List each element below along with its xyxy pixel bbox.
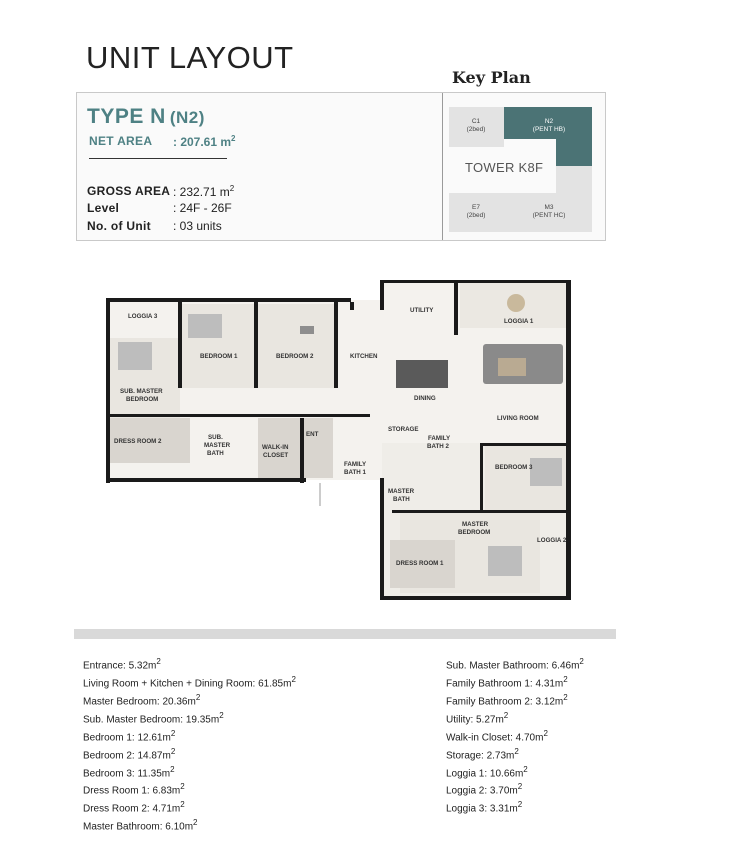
coffee-table: [498, 358, 526, 376]
level-value: : 24F - 26F: [173, 201, 232, 215]
left-area-item: Bedroom 3: $11.35m^2$: [83, 764, 175, 779]
keyplan-tower-label: TOWER K8F: [465, 160, 544, 175]
label-bedroom-3: BEDROOM 3: [495, 464, 533, 471]
units-value: : 03 units: [173, 219, 222, 233]
left-area-item: Master Bathroom: $6.10m^2$: [83, 818, 198, 833]
label-bedroom-1: BEDROOM 1: [200, 353, 238, 360]
label-dress-room-2: DRESS ROOM 2: [114, 438, 162, 445]
unit-type-label: TYPE N: [87, 105, 166, 128]
keyplan-label-n2: N2 (PENT HB): [532, 118, 566, 133]
gross-area-value: : 232.71 $m^2$: [173, 184, 235, 199]
divider: [89, 158, 227, 159]
label-sub-bath: BATH: [207, 450, 224, 457]
net-area-value: : 207.61 $m^2$: [173, 134, 236, 149]
keyplan-label-e7: E7 (2bed): [466, 204, 486, 219]
label-storage: STORAGE: [388, 426, 419, 433]
right-area-item: Loggia 3: $3.31m^2$: [446, 800, 523, 815]
left-area-item: Bedroom 2: $14.87m^2$: [83, 746, 176, 761]
gross-area-label: GROSS AREA: [87, 184, 171, 198]
keyplan-label-c1: C1 (2bed): [466, 118, 486, 133]
label-bath-1: BATH 1: [344, 469, 366, 476]
label-master-bath-2: BATH: [393, 496, 410, 503]
bed-submaster: [118, 342, 152, 370]
left-area-item: Entrance: $5.32m^2$: [83, 657, 161, 672]
label-dining: DINING: [414, 395, 436, 402]
label-loggia-2: LOGGIA 2: [537, 537, 567, 544]
right-area-item: Family Bathroom 1: $4.31m^2$: [446, 674, 568, 690]
left-area-item: Sub. Master Bedroom: $19.35m^2$: [83, 710, 224, 726]
label-sub: SUB.: [208, 434, 223, 441]
label-sub-master: SUB. MASTER: [120, 388, 163, 395]
loggia-table: [507, 294, 525, 312]
left-area-item: Dress Room 2: $4.71m^2$: [83, 800, 185, 815]
label-utility: UTILITY: [410, 307, 434, 314]
bed3: [530, 458, 562, 486]
bed1: [188, 314, 222, 338]
right-area-item: Loggia 2: $3.70m^2$: [446, 782, 523, 797]
label-kitchen: KITCHEN: [350, 353, 378, 360]
keyplan-label-m3: M3 (PENT HC): [532, 204, 566, 219]
area-list-right: [446, 655, 584, 816]
units-label: No. of Unit: [87, 219, 151, 233]
key-plan-title: Key Plan: [452, 68, 531, 87]
right-area-item: Storage: $2.73m^2$: [446, 746, 519, 761]
unit-info-panel: [77, 93, 443, 240]
label-ent: ENT: [306, 431, 319, 438]
right-area-item: Sub. Master Bathroom: $6.46m^2$: [446, 657, 584, 672]
label-bedroom-2: BEDROOM 2: [276, 353, 314, 360]
label-family: FAMILY: [428, 435, 451, 442]
bedroom2-floor: [258, 304, 334, 388]
desk: [300, 326, 314, 334]
right-area-item: Loggia 1: $10.66m^2$: [446, 764, 528, 779]
right-area-item: Utility: $5.27m^2$: [446, 710, 509, 726]
unit-type: [87, 105, 205, 129]
floor-plan: [100, 278, 575, 603]
label-dress-room-1: DRESS ROOM 1: [396, 560, 444, 567]
label-sub-master-2: MASTER: [204, 442, 231, 449]
page-title: UNIT LAYOUT: [86, 40, 294, 75]
separator-bar: [74, 629, 616, 639]
left-area-item: Master Bedroom: $20.36m^2$: [83, 692, 201, 708]
label-living-room: LIVING ROOM: [497, 415, 539, 422]
label-bath-2: BATH 2: [427, 443, 449, 450]
net-area-label: NET AREA: [89, 134, 153, 148]
keyplan-block-n2-wing: [556, 139, 592, 169]
label-family-b: FAMILY: [344, 461, 367, 468]
label-closet: CLOSET: [263, 452, 289, 459]
label-loggia-1: LOGGIA 1: [504, 318, 534, 325]
keyplan-block-m3-wing: [556, 166, 592, 194]
label-master: MASTER: [462, 521, 489, 528]
right-area-item: Walk-in Closet: $4.70m^2$: [446, 728, 548, 744]
label-walk-in: WALK-IN: [262, 444, 289, 451]
level-label: Level: [87, 201, 120, 215]
left-area-item: Dress Room 1: $6.83m^2$: [83, 782, 185, 797]
label-master-bedroom: BEDROOM: [458, 529, 491, 536]
bed-master: [488, 546, 522, 576]
dining-table: [396, 360, 448, 388]
left-area-item: Bedroom 1: $12.61m^2$: [83, 728, 176, 744]
area-list-left: [83, 655, 296, 834]
left-area-item: Living Room + Kitchen + Dining Room: $61.85m^2$: [83, 674, 296, 690]
label-master-bath-1: MASTER: [388, 488, 415, 495]
label-loggia-3: LOGGIA 3: [128, 313, 158, 320]
right-area-item: Family Bathroom 2: $3.12m^2$: [446, 692, 568, 708]
label-sub-master-bedroom: BEDROOM: [126, 396, 159, 403]
unit-type-code: (N2): [169, 108, 205, 127]
